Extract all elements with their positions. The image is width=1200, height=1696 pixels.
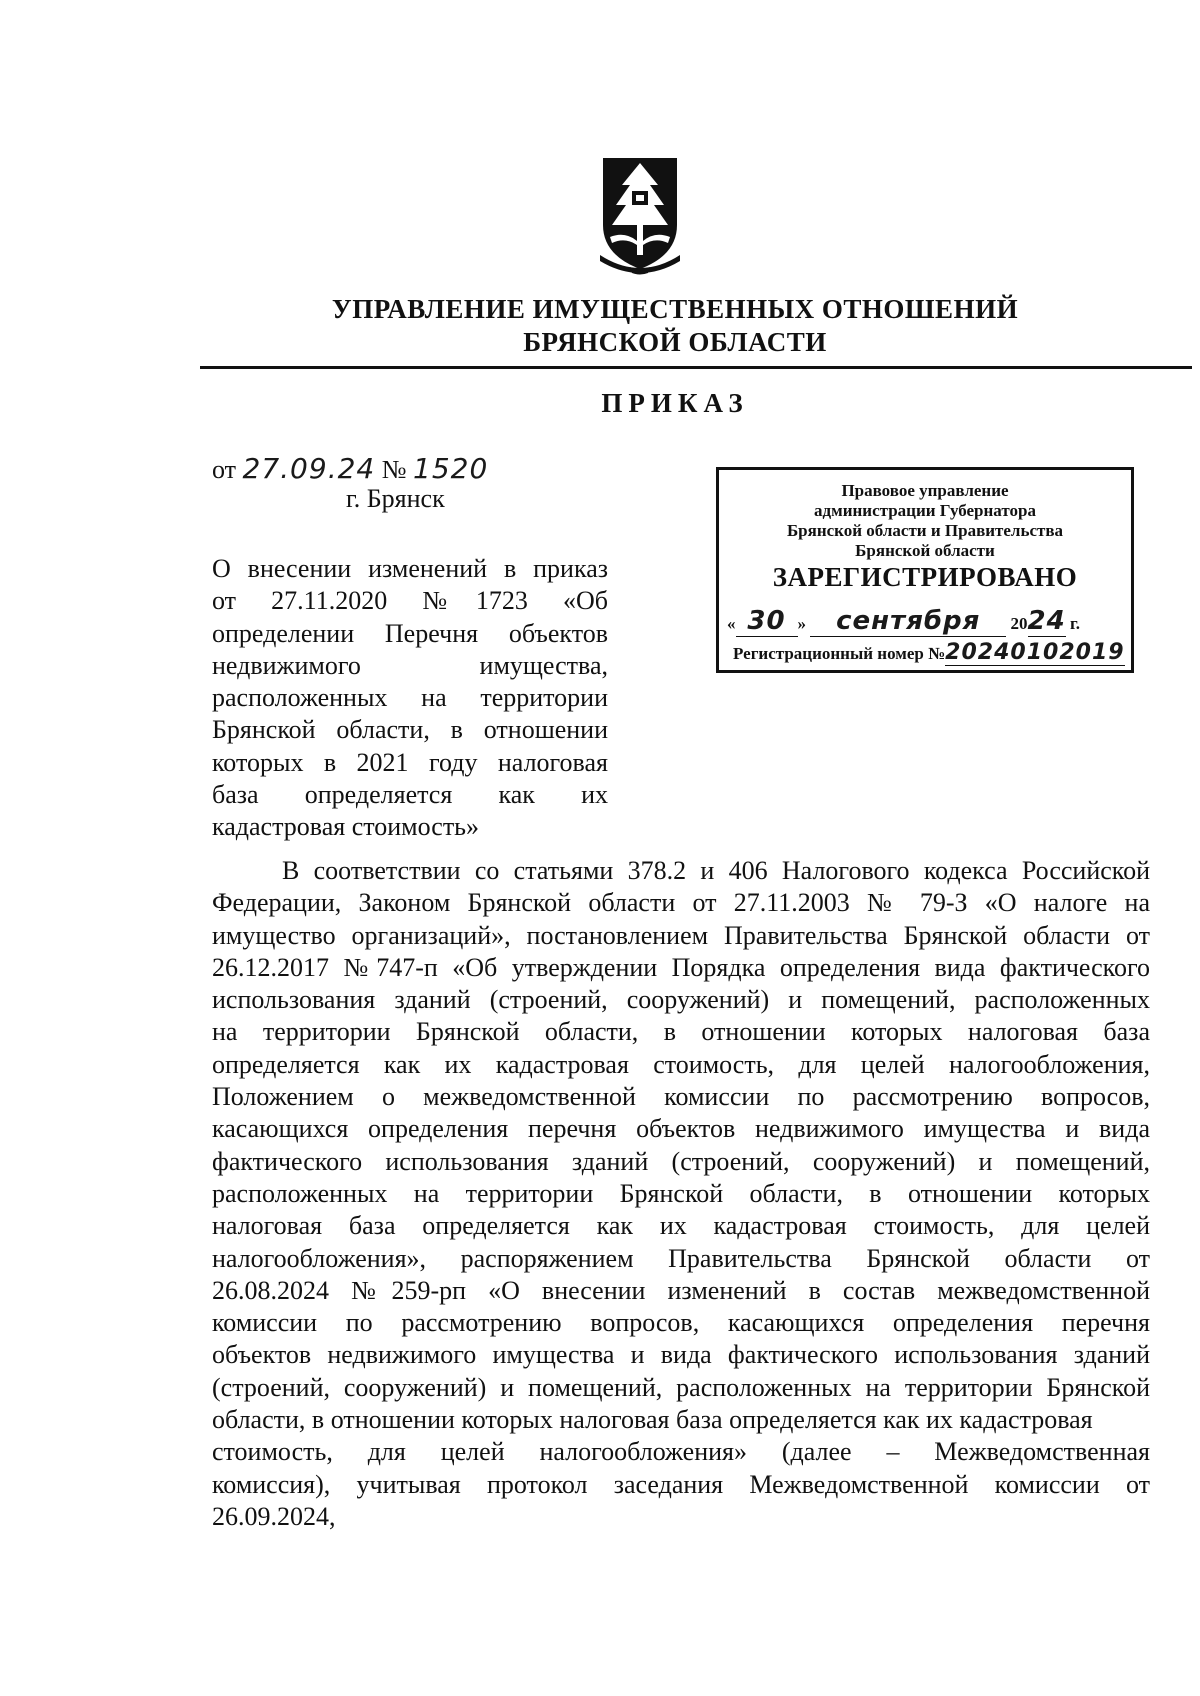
body-line: фактического использования зданий (строений, сооружений) и помещений, — [212, 1146, 1150, 1176]
stamp-date-line — [727, 606, 1127, 637]
coat-of-arms-emblem — [600, 155, 680, 275]
body-line: 26.12.2017 №747-п «Об утверждении Порядка определения вида фактического — [212, 952, 1150, 982]
body-line: налогообложения», распоряжением Правительства Брянской области от — [212, 1243, 1150, 1273]
order-subject — [212, 553, 608, 844]
stamp-line-1: Правовое управление — [841, 481, 1009, 500]
stamp-reg-number-handwritten: 20240102019 — [945, 640, 1125, 665]
body-line: комиссии по рассмотрению вопросов, касающихся определения перечня — [212, 1308, 1150, 1338]
stamp-month-handwritten: сентября — [836, 606, 981, 636]
stamp-day-handwritten: 30 — [747, 606, 786, 636]
stamp-quote-close: » — [797, 614, 806, 633]
stamp-registered-label: ЗАРЕГИСТРИРОВАНО — [772, 562, 1078, 592]
stamp-reg-number-line — [733, 640, 1125, 666]
registration-stamp — [716, 467, 1134, 673]
org-name-line1: УПРАВЛЕНИЕ ИМУЩЕСТВЕННЫХ ОТНОШЕНИЙ — [331, 294, 1019, 324]
body-line: налоговая база определяется как их кадастровая стоимость, для целей — [212, 1211, 1150, 1241]
stamp-line-3: Брянской области и Правительства — [786, 521, 1064, 540]
body-line: определяется как их кадастровая стоимость, для целей налогообложения, — [212, 1049, 1150, 1079]
body-line: (строений, сооружений) и помещений, расположенных на территории Брянской — [212, 1372, 1150, 1402]
subject-line: расположенных на территории — [212, 683, 608, 713]
order-date-line — [212, 452, 488, 485]
body-line: использования зданий (строений, сооружений) и помещений, расположенных — [212, 985, 1150, 1015]
date-prefix: от — [212, 455, 237, 484]
stamp-year-suffix: г. — [1069, 614, 1080, 633]
body-line: комиссия), учитывая протокол заседания Межведомственной комиссии от — [212, 1469, 1150, 1499]
stamp-line-4: Брянской области — [855, 541, 995, 560]
subject-line: О внесении изменений в приказ — [212, 554, 608, 583]
stamp-reg-label: Регистрационный номер № — [733, 644, 946, 663]
subject-line: которых в 2021 году налоговая — [212, 747, 608, 777]
body-line: расположенных на территории Брянской области, в отношении которых — [212, 1178, 1150, 1208]
stamp-line-2: администрации Губернатора — [814, 501, 1036, 520]
body-line: имущество организаций», постановлением Правительства Брянской области от — [212, 920, 1150, 950]
subject-line: база определяется как их — [212, 780, 608, 810]
document-type-title: ПРИКАЗ — [601, 388, 749, 418]
subject-line: недвижимого имущества, — [212, 650, 608, 680]
order-body-text — [212, 855, 1150, 1533]
subject-line: кадастровая стоимость» — [212, 812, 480, 842]
body-line: области, в отношении которых налоговая база определяется как их кадастровая — [212, 1405, 1093, 1435]
org-name-line2: БРЯНСКОЙ ОБЛАСТИ — [523, 327, 827, 357]
body-line: объектов недвижимого имущества и вида фактического использования зданий — [212, 1340, 1150, 1370]
body-line: Положением о межведомственной комиссии по рассмотрению вопросов, — [212, 1082, 1150, 1112]
body-line: касающихся определения перечня объектов недвижимого имущества и вида — [212, 1114, 1150, 1144]
subject-line: от 27.11.2020 №1723 «Об — [212, 586, 608, 616]
header-divider — [200, 366, 1192, 369]
body-line: 26.09.2024, — [212, 1501, 336, 1531]
number-sign: № — [381, 455, 407, 484]
body-line: стоимость, для целей налогообложения» (далее – Межведомственная — [212, 1437, 1150, 1467]
subject-line: Брянской области, в отношении — [212, 715, 608, 745]
order-date-handwritten: 27.09.24 — [242, 452, 376, 485]
stamp-year-handwritten: 24 — [1027, 606, 1066, 636]
stamp-quote-open: « — [727, 614, 736, 633]
body-line: на территории Брянской области, в отношении которых налоговая база — [212, 1017, 1150, 1047]
stamp-year-prefix: 20 — [1010, 614, 1028, 633]
order-number-handwritten: 1520 — [413, 452, 489, 485]
body-line: 26.08.2024 №259-рп «О внесении изменений в состав межведомственной — [212, 1275, 1150, 1305]
order-city: г. Брянск — [346, 484, 445, 513]
body-line: Федерации, Законом Брянской области от 27.11.2003 № 79-З «О налоге на — [212, 888, 1150, 918]
subject-line: определении Перечня объектов — [212, 618, 608, 648]
body-line: В соответствии со статьями 378.2 и 406 Налогового кодекса Российской — [282, 856, 1150, 885]
